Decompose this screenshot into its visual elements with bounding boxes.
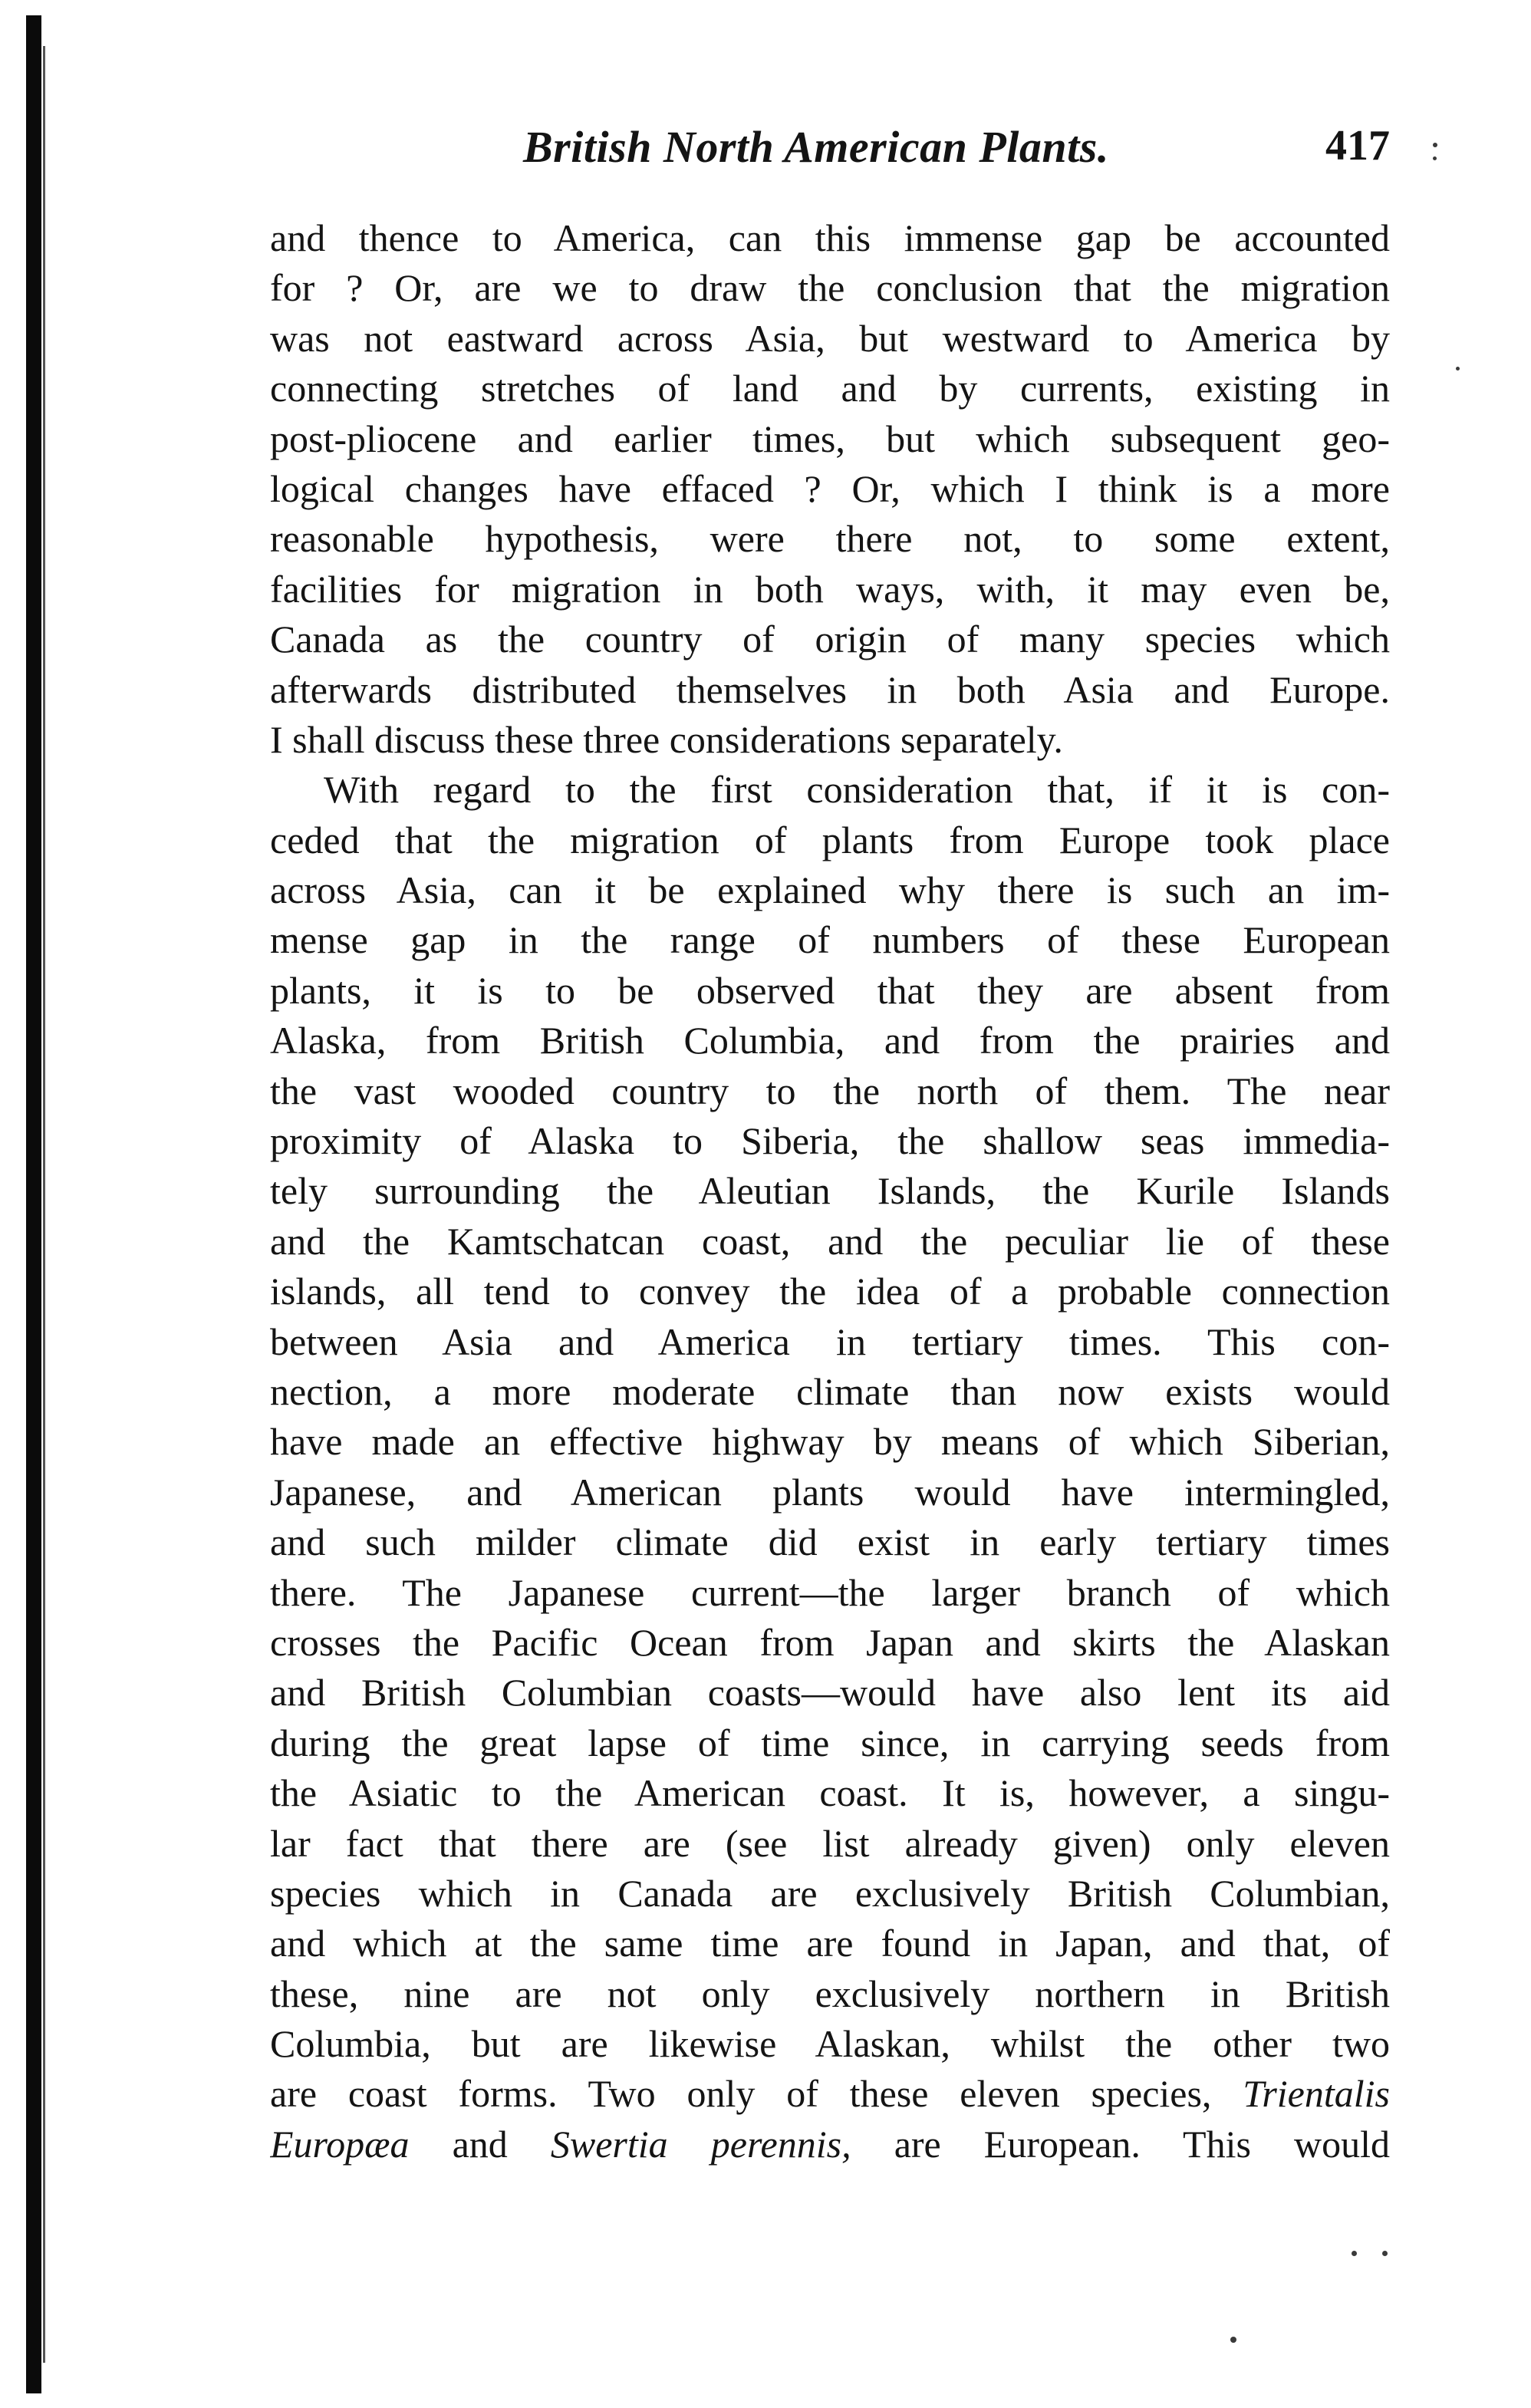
text-line: logical changes have effaced ? Or, which I think is a more: [270, 466, 1390, 510]
text-line: connecting stretches of land and by currents, existing in: [270, 367, 1390, 410]
text-line: [270, 2069, 1390, 2119]
text-line: during the great lapse of time since, in carrying seeds from: [270, 1721, 1390, 1764]
species-name: Swertia perennis,: [550, 2122, 851, 2166]
text-run: are coast forms. Two only of these eleven species,: [270, 2072, 1212, 2116]
text-line: islands, all tend to convey the idea of a probable connection: [270, 1270, 1390, 1313]
text-line: reasonable hypothesis, were there not, to some extent,: [270, 517, 1390, 561]
ink-speck: [1456, 367, 1460, 371]
text-line: the Asiatic to the American coast. It is, however, a singu-: [270, 1771, 1390, 1815]
text-line: plants, it is to be observed that they are absent from: [270, 968, 1390, 1012]
page-number: 417: [1325, 122, 1390, 170]
text-line: Japanese, and American plants would have intermingled,: [270, 1470, 1390, 1514]
text-run: and: [452, 2122, 508, 2166]
text-line: crosses the Pacific Ocean from Japan and skirts the Alaskan: [270, 1620, 1390, 1664]
text-line: was not eastward across Asia, but westward to America by: [270, 316, 1390, 360]
text-line: Canada as the country of origin of many species which: [270, 618, 1390, 661]
text-line: ceded that the migration of plants from Europe took place: [270, 818, 1390, 861]
text-line: the vast wooded country to the north of them. The near: [270, 1069, 1390, 1112]
text-line: have made an effective highway by means of which Siberian,: [270, 1420, 1390, 1464]
species-name: Trientalis: [1243, 2072, 1390, 2116]
text-line: across Asia, can it be explained why there is such an im-: [270, 868, 1390, 912]
running-title: British North American Plants.: [523, 122, 1109, 172]
text-line: these, nine are not only exclusively northern in British: [270, 1972, 1390, 2015]
species-name: Europæa: [270, 2122, 410, 2166]
book-spine-shadow: [26, 15, 41, 2393]
ink-speck: [1382, 2251, 1388, 2256]
text-line: afterwards distributed themselves in both Asia and Europe.: [270, 667, 1390, 711]
text-line: there. The Japanese current—the larger branch of which: [270, 1570, 1390, 1614]
text-line: lar fact that there are (see list already given) only eleven: [270, 1821, 1390, 1865]
text-line: species which in Canada are exclusively British Columbian,: [270, 1871, 1390, 1915]
text-line: tely surrounding the Aleutian Islands, the Kurile Islands: [270, 1169, 1390, 1213]
ink-speck: [1433, 156, 1437, 160]
text-line: With regard to the first consideration that, if it is con-: [324, 768, 1390, 812]
paragraph-1: [270, 213, 1390, 765]
page-body: [270, 213, 1390, 2169]
text-line: [270, 2120, 1390, 2169]
text-line: mense gap in the range of numbers of these European: [270, 918, 1390, 962]
running-header: [270, 121, 1390, 183]
ink-speck: [1433, 143, 1437, 147]
text-line: proximity of Alaska to Siberia, the shallow seas immedia-: [270, 1119, 1390, 1163]
text-line: and thence to America, can this immense gap be accounted: [270, 216, 1390, 259]
text-line: and British Columbian coasts—would have also lent its aid: [270, 1671, 1390, 1715]
ink-speck: [1352, 2251, 1357, 2256]
text-line: facilities for migration in both ways, with, it may even be,: [270, 567, 1390, 611]
book-spine-edge: [43, 46, 45, 2363]
text-line: and such milder climate did exist in early tertiary times: [270, 1520, 1390, 1564]
text-line: I shall discuss these three considerations separately.: [270, 717, 1063, 761]
paragraph-2: [270, 765, 1390, 2169]
ink-speck: [1230, 2337, 1236, 2343]
text-line: and which at the same time are found in Japan, and that, of: [270, 1922, 1390, 1965]
text-run: are European. This would: [894, 2122, 1390, 2166]
text-line: between Asia and America in tertiary times. This con-: [270, 1319, 1390, 1363]
text-line: post-pliocene and earlier times, but which subsequent geo-: [270, 417, 1390, 460]
text-line: nection, a more moderate climate than now exists would: [270, 1369, 1390, 1413]
text-line: for ? Or, are we to draw the conclusion that the migration: [270, 266, 1390, 310]
text-line: Columbia, but are likewise Alaskan, whilst the other two: [270, 2022, 1390, 2066]
text-line: Alaska, from British Columbia, and from the prairies and: [270, 1019, 1390, 1062]
text-line: and the Kamtschatcan coast, and the peculiar lie of these: [270, 1219, 1390, 1263]
